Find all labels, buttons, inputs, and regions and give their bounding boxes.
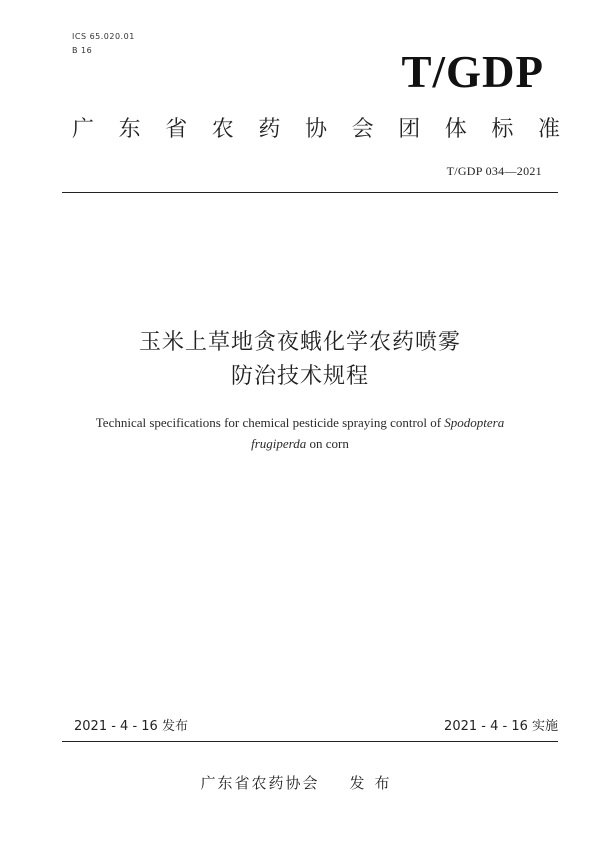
publisher-action: 发布	[349, 774, 400, 792]
classification-codes	[72, 30, 135, 58]
english-title	[0, 412, 600, 454]
document-number: T/GDP 034—2021	[446, 164, 542, 178]
chinese-title	[0, 326, 600, 394]
top-divider	[62, 192, 558, 193]
publisher-line	[0, 772, 600, 794]
chinese-title-line-2: 防治技术规程	[230, 364, 369, 389]
chinese-title-line-1: 玉米上草地贪夜蛾化学农药喷雾	[138, 330, 461, 355]
english-title-line-1	[0, 412, 600, 433]
standard-mark: T/GDP	[401, 47, 544, 97]
publish-date: 2021 - 4 - 16 发布	[74, 719, 188, 734]
implementation-date: 2021 - 4 - 16 实施	[444, 719, 558, 734]
bottom-divider	[62, 741, 558, 742]
ccs-code: B 16	[72, 46, 93, 55]
english-title-text-1: Technical specifications for chemical pesticide spraying control of	[95, 415, 445, 430]
english-title-line-2	[0, 433, 600, 454]
english-title-species-1: Spodoptera	[444, 415, 505, 430]
ics-code: ICS 65.020.01	[72, 32, 135, 41]
english-title-species-2: frugiperda	[251, 436, 307, 451]
english-title-text-2: on corn	[306, 436, 349, 451]
publisher-name: 广东省农药协会	[200, 774, 320, 792]
organization-standard-title: 广东省农药协会团体标准	[72, 117, 562, 142]
